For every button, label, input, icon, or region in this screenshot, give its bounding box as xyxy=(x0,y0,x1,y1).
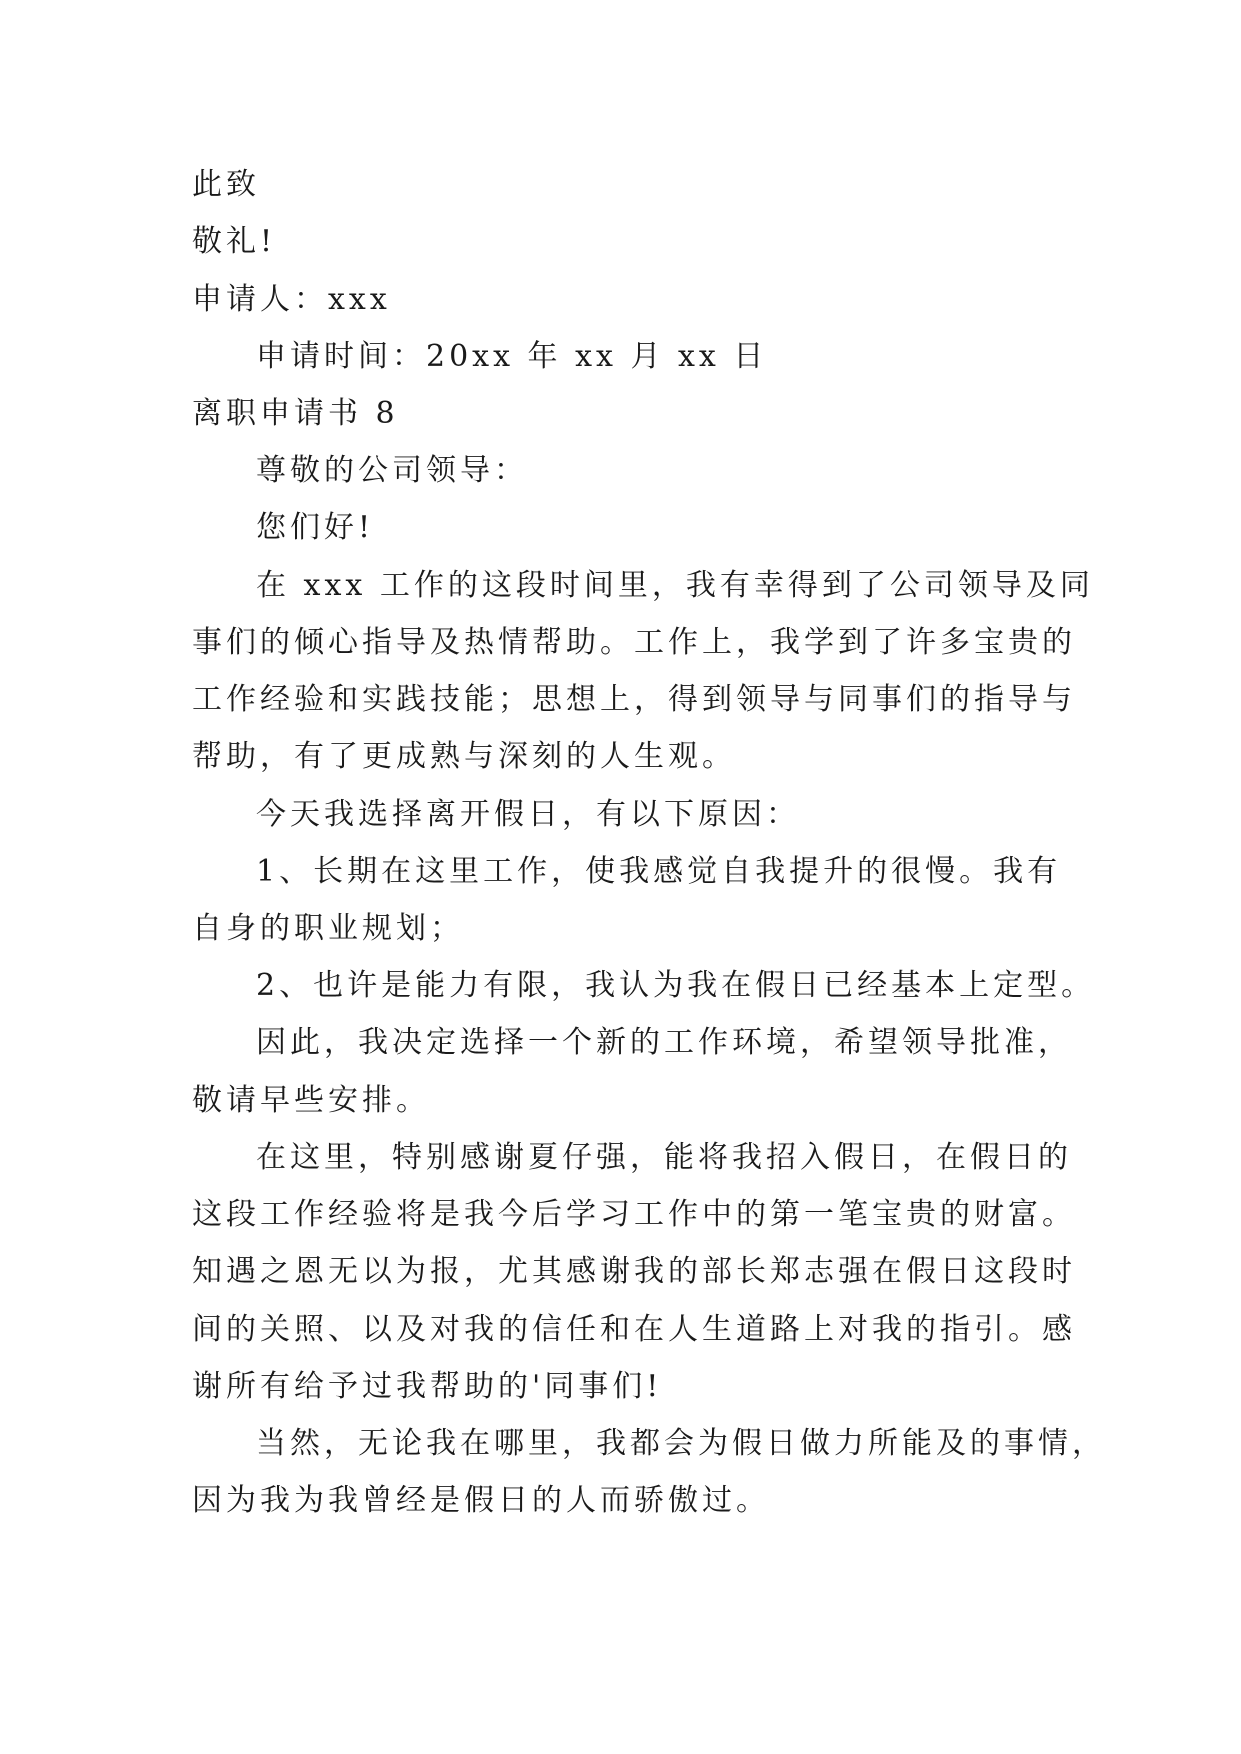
reason-item-1-cont: 自身的职业规划； xyxy=(192,911,464,946)
paragraph-line: 这段工作经验将是我今后学习工作中的第一笔宝贵的财富。 xyxy=(192,1197,1076,1232)
paragraph-line: 谢所有给予过我帮助的'同事们! xyxy=(192,1369,663,1404)
paragraph-line: 事们的倾心指导及热情帮助。工作上，我学到了许多宝贵的 xyxy=(192,625,1076,660)
greeting-line: 尊敬的公司领导： xyxy=(256,453,528,488)
paragraph-line: 知遇之恩无以为报，尤其感谢我的部长郑志强在假日这段时 xyxy=(192,1254,1076,1289)
paragraph-line: 帮助，有了更成熟与深刻的人生观。 xyxy=(192,739,736,774)
closing-regards: 敬礼! xyxy=(192,224,277,259)
hello-line: 您们好! xyxy=(256,510,375,545)
paragraph-line: 当然，无论我在哪里，我都会为假日做力所能及的事情， xyxy=(256,1426,1106,1461)
paragraph-line: 工作经验和实践技能；思想上，得到领导与同事们的指导与 xyxy=(192,682,1076,717)
paragraph-line: 因为我为我曾经是假日的人而骄傲过。 xyxy=(192,1483,770,1518)
paragraph-line: 在 xxx 工作的这段时间里，我有幸得到了公司领导及同 xyxy=(256,568,1094,603)
reason-item-1: 1、长期在这里工作，使我感觉自我提升的很慢。我有 xyxy=(256,854,1062,889)
paragraph-line: 因此，我决定选择一个新的工作环境，希望领导批准， xyxy=(256,1025,1072,1060)
reason-item-2: 2、也许是能力有限，我认为我在假日已经基本上定型。 xyxy=(256,968,1096,1003)
paragraph-line: 在这里，特别感谢夏仔强，能将我招入假日，在假日的 xyxy=(256,1140,1072,1175)
paragraph-line: 间的关照、以及对我的信任和在人生道路上对我的指引。感 xyxy=(192,1312,1076,1347)
paragraph-line: 今天我选择离开假日，有以下原因： xyxy=(256,797,800,832)
closing-salutation: 此致 xyxy=(192,167,260,202)
paragraph-line: 敬请早些安排。 xyxy=(192,1083,430,1118)
applicant-line: 申请人：xxx xyxy=(192,282,391,317)
section-title: 离职申请书 8 xyxy=(192,396,399,431)
application-date-line: 申请时间：20xx 年 xx 月 xx 日 xyxy=(256,339,768,374)
